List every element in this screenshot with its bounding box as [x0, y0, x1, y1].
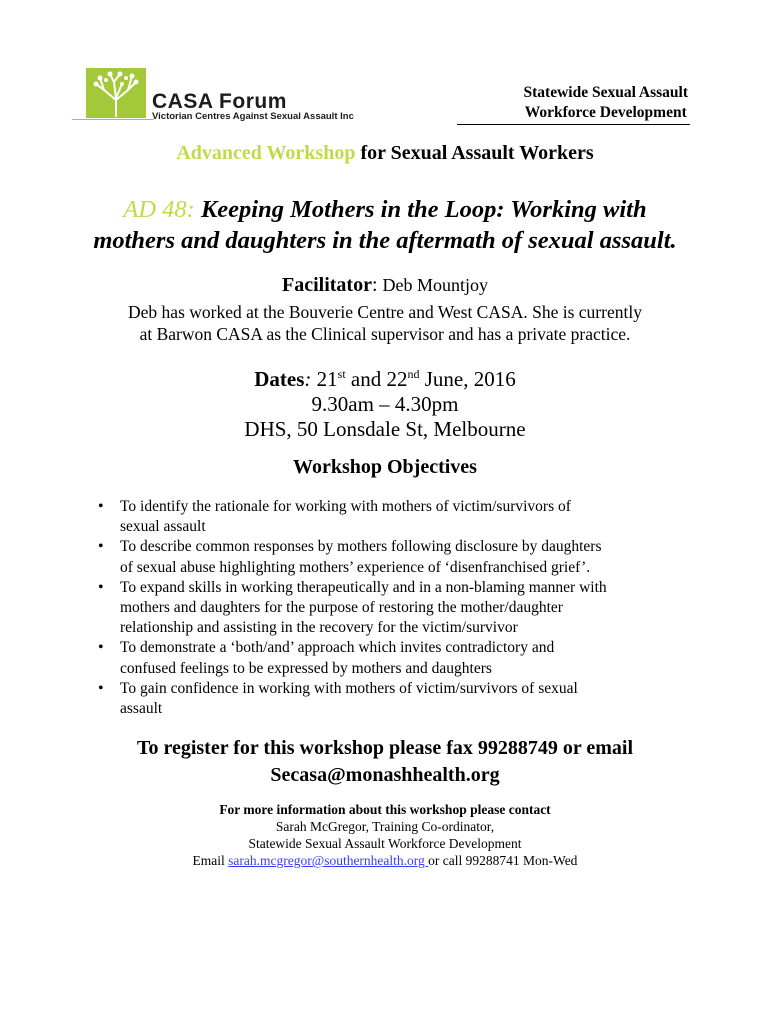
objective-item: [96, 679, 696, 719]
objective-text: relationship and assisting in the recovery for the victim/survivor: [120, 619, 518, 637]
workshop-venue: DHS, 50 Lonsdale St, Melbourne: [244, 417, 526, 441]
contact-email-link[interactable]: sarah.mcgregor@southernhealth.org: [228, 853, 429, 868]
tree-logo-icon: [86, 68, 146, 118]
contact-heading: For more information about this workshop please contact: [219, 802, 551, 817]
objectives-heading: Workshop Objectives: [293, 456, 477, 478]
workshop-title-line-1: Keeping Mothers in the Loop: Working with: [194, 196, 647, 223]
workshop-title-line-2: mothers and daughters in the aftermath of sexual assault.: [93, 227, 677, 254]
date-month-year: June, 2016: [424, 367, 516, 391]
objective-text: mothers and daughters for the purpose of restoring the mother/daughter: [120, 599, 563, 617]
objective-item: [96, 638, 696, 678]
objective-text: confused feelings to be expressed by mothers and daughters: [120, 659, 492, 677]
header-rule: [457, 124, 690, 125]
objective-text: assault: [120, 700, 163, 718]
department-line-1: Statewide Sexual Assault: [523, 84, 688, 101]
date-day-1: 21: [316, 367, 338, 391]
workshop-time: 9.30am – 4.30pm: [311, 392, 459, 416]
contact-call: or call 99288741 Mon-Wed: [428, 853, 578, 868]
workshop-dates: Dates: 21st and 22nd June, 2016 9.30am – 4.30pm DHS, 50 Lonsdale St, Melbourne: [0, 362, 770, 442]
date-and: and: [350, 367, 382, 391]
registration-info: [0, 735, 770, 789]
department-line-2: Workforce Development: [524, 104, 687, 121]
workshop-type-heading: [0, 142, 770, 165]
objective-text: • To identify the rationale for working with mothers of victim/survivors of: [120, 498, 571, 515]
logo-title: CASA Forum: [152, 90, 287, 113]
date-day-1-suffix: st: [337, 367, 346, 381]
contact-org: Statewide Sexual Assault Workforce Development: [248, 836, 522, 851]
objective-text: • To describe common responses by mothers following disclosure by daughters: [120, 538, 602, 556]
facilitator-name: Deb Mountjoy: [382, 275, 489, 295]
objective-item: [96, 578, 696, 639]
dates-label: Dates: [254, 367, 305, 391]
facilitator: Facilitator: Deb Mountjoy: [281, 274, 489, 296]
bio-line-1: Deb has worked at the Bouverie Centre and West CASA. She is currently: [128, 302, 642, 322]
objective-text: sexual assault: [120, 518, 206, 536]
workshop-type-rest: for Sexual Assault Workers: [355, 142, 594, 164]
objective-item: [96, 497, 696, 537]
workshop-type-highlight: Advanced Workshop: [176, 142, 356, 164]
objective-text: of sexual abuse highlighting mothers’ experience of ‘disenfranchised grief’.: [120, 558, 591, 576]
facilitator-bio: [40, 301, 730, 345]
workshop-code: AD 48:: [123, 196, 195, 223]
objective-text: • To gain confidence in working with mothers of victim/survivors of sexual: [120, 679, 578, 697]
bio-line-2: at Barwon CASA as the Clinical supervisor and has a private practice.: [139, 324, 631, 344]
contact-person: Sarah McGregor, Training Co-ordinator,: [275, 819, 495, 834]
facilitator-label: Facilitator: [281, 274, 372, 296]
objective-text: • To demonstrate a ‘both/and’ approach which invites contradictory and: [120, 639, 555, 657]
objective-item: [96, 537, 696, 577]
casa-forum-logo: [86, 68, 406, 124]
department-heading: [524, 83, 689, 123]
objective-text: • To expand skills in working therapeutically and in a non-blaming manner with: [120, 578, 607, 596]
date-day-2: 22: [386, 367, 408, 391]
date-day-2-suffix: nd: [407, 367, 420, 381]
logo-subtitle: Victorian Centres Against Sexual Assault Inc: [152, 111, 354, 122]
workshop-title: [30, 194, 740, 256]
contact-email-label: Email: [192, 853, 229, 868]
registration-email: Secasa@monashhealth.org: [270, 764, 500, 786]
contact-info: [0, 801, 770, 869]
logo-divider: [72, 119, 154, 120]
objectives-list: [96, 497, 696, 719]
registration-line-1: To register for this workshop please fax 99288749 or email: [136, 737, 634, 759]
